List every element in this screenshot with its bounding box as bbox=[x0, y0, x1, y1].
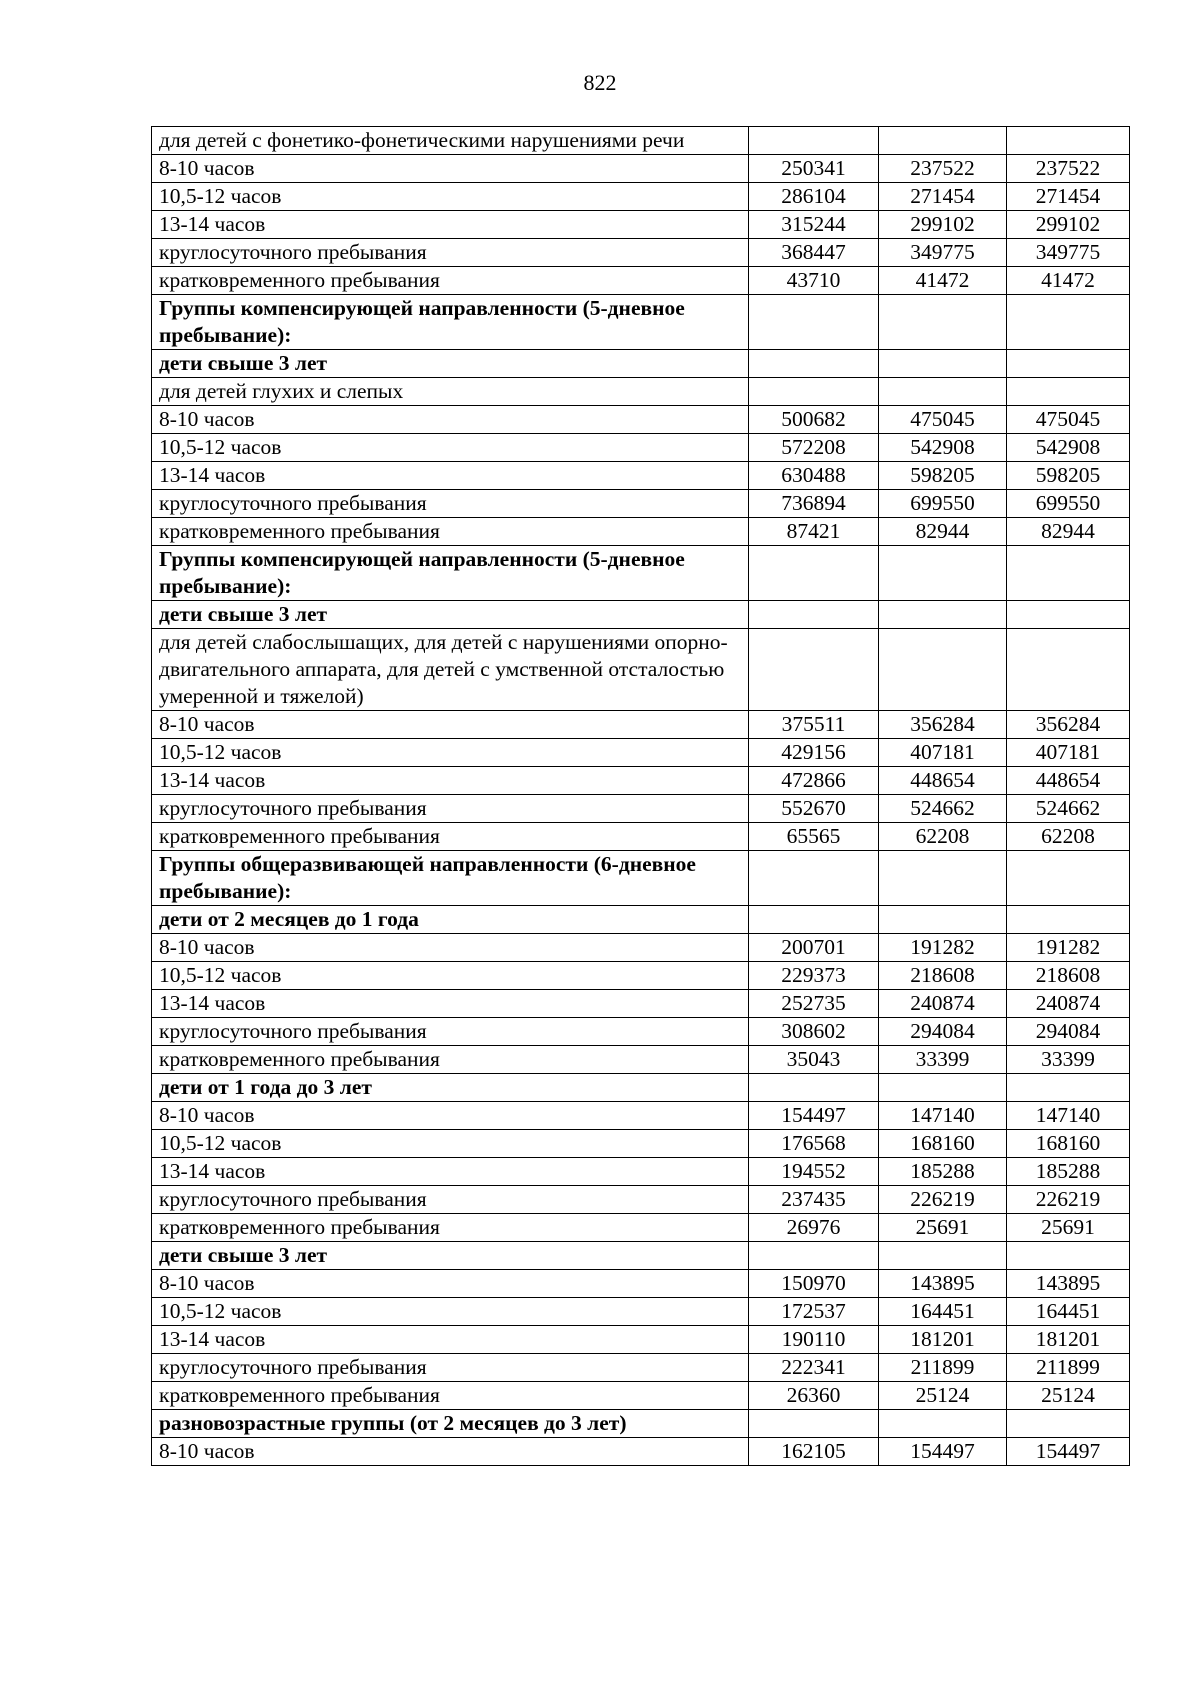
value-cell-1 bbox=[749, 629, 879, 711]
value-cell-2: 407181 bbox=[879, 739, 1007, 767]
value-cell-3: 168160 bbox=[1007, 1130, 1130, 1158]
value-cell-3: 181201 bbox=[1007, 1326, 1130, 1354]
row-label-cell: 13-14 часов bbox=[152, 211, 749, 239]
value-cell-1 bbox=[749, 127, 879, 155]
value-cell-2: 294084 bbox=[879, 1018, 1007, 1046]
value-cell-3: 475045 bbox=[1007, 406, 1130, 434]
value-cell-2 bbox=[879, 1074, 1007, 1102]
value-cell-1: 194552 bbox=[749, 1158, 879, 1186]
table-row bbox=[152, 183, 1130, 211]
section-heading-cell: дети от 2 месяцев до 1 года bbox=[152, 906, 749, 934]
value-cell-3 bbox=[1007, 546, 1130, 601]
value-cell-2: 33399 bbox=[879, 1046, 1007, 1074]
row-label-cell: кратковременного пребывания bbox=[152, 518, 749, 546]
table-row bbox=[152, 211, 1130, 239]
value-cell-1: 162105 bbox=[749, 1438, 879, 1466]
value-cell-2 bbox=[879, 1242, 1007, 1270]
value-cell-2: 542908 bbox=[879, 434, 1007, 462]
table-row bbox=[152, 934, 1130, 962]
value-cell-1: 237435 bbox=[749, 1186, 879, 1214]
value-cell-2 bbox=[879, 350, 1007, 378]
row-label-cell: для детей глухих и слепых bbox=[152, 378, 749, 406]
value-cell-2: 154497 bbox=[879, 1438, 1007, 1466]
value-cell-2 bbox=[879, 1410, 1007, 1438]
row-label-cell: круглосуточного пребывания bbox=[152, 239, 749, 267]
value-cell-2: 240874 bbox=[879, 990, 1007, 1018]
value-cell-3: 524662 bbox=[1007, 795, 1130, 823]
value-cell-2: 475045 bbox=[879, 406, 1007, 434]
value-cell-1: 736894 bbox=[749, 490, 879, 518]
row-label-cell: 13-14 часов bbox=[152, 767, 749, 795]
table-row bbox=[152, 462, 1130, 490]
value-cell-3 bbox=[1007, 378, 1130, 406]
row-label-cell: 10,5-12 часов bbox=[152, 739, 749, 767]
table-row bbox=[152, 1354, 1130, 1382]
value-cell-3: 33399 bbox=[1007, 1046, 1130, 1074]
value-cell-2: 226219 bbox=[879, 1186, 1007, 1214]
table-row bbox=[152, 739, 1130, 767]
value-cell-1 bbox=[749, 851, 879, 906]
value-cell-2: 524662 bbox=[879, 795, 1007, 823]
value-cell-1: 429156 bbox=[749, 739, 879, 767]
value-cell-3: 218608 bbox=[1007, 962, 1130, 990]
table-row bbox=[152, 823, 1130, 851]
value-cell-2: 185288 bbox=[879, 1158, 1007, 1186]
row-label-cell: кратковременного пребывания bbox=[152, 267, 749, 295]
value-cell-2 bbox=[879, 601, 1007, 629]
row-label-cell: 13-14 часов bbox=[152, 462, 749, 490]
row-label-cell: 13-14 часов bbox=[152, 990, 749, 1018]
value-cell-3 bbox=[1007, 1074, 1130, 1102]
section-heading-cell: Группы компенсирующей направленности (5-дневное пребывание): bbox=[152, 295, 749, 350]
value-cell-2: 349775 bbox=[879, 239, 1007, 267]
row-label-cell: 13-14 часов bbox=[152, 1326, 749, 1354]
value-cell-3: 448654 bbox=[1007, 767, 1130, 795]
section-heading-cell: Группы компенсирующей направленности (5-дневное пребывание): bbox=[152, 546, 749, 601]
value-cell-1 bbox=[749, 1242, 879, 1270]
row-label-cell: круглосуточного пребывания bbox=[152, 1018, 749, 1046]
value-cell-2: 164451 bbox=[879, 1298, 1007, 1326]
table-row bbox=[152, 795, 1130, 823]
value-cell-1: 26976 bbox=[749, 1214, 879, 1242]
table-row bbox=[152, 629, 1130, 711]
value-cell-3: 147140 bbox=[1007, 1102, 1130, 1130]
row-label-cell: кратковременного пребывания bbox=[152, 1382, 749, 1410]
value-cell-2: 211899 bbox=[879, 1354, 1007, 1382]
value-cell-3: 25124 bbox=[1007, 1382, 1130, 1410]
value-cell-3: 25691 bbox=[1007, 1214, 1130, 1242]
table-row bbox=[152, 1214, 1130, 1242]
table-row bbox=[152, 1298, 1130, 1326]
value-cell-1: 43710 bbox=[749, 267, 879, 295]
value-cell-1: 222341 bbox=[749, 1354, 879, 1382]
row-label-cell: для детей слабослышащих, для детей с нарушениями опорно-двигательного аппарата, для детей с умственной отсталостью умеренной и тяжелой) bbox=[152, 629, 749, 711]
value-cell-3: 154497 bbox=[1007, 1438, 1130, 1466]
section-heading-cell: дети свыше 3 лет bbox=[152, 1242, 749, 1270]
table-row bbox=[152, 1382, 1130, 1410]
table-row bbox=[152, 711, 1130, 739]
value-cell-3: 62208 bbox=[1007, 823, 1130, 851]
value-cell-3: 349775 bbox=[1007, 239, 1130, 267]
row-label-cell: 8-10 часов bbox=[152, 1270, 749, 1298]
value-cell-2: 25691 bbox=[879, 1214, 1007, 1242]
value-cell-2: 598205 bbox=[879, 462, 1007, 490]
value-cell-3: 211899 bbox=[1007, 1354, 1130, 1382]
value-cell-3 bbox=[1007, 127, 1130, 155]
row-label-cell: 8-10 часов bbox=[152, 155, 749, 183]
value-cell-1: 368447 bbox=[749, 239, 879, 267]
row-label-cell: круглосуточного пребывания bbox=[152, 1354, 749, 1382]
value-cell-2 bbox=[879, 546, 1007, 601]
table-row bbox=[152, 1438, 1130, 1466]
value-cell-1 bbox=[749, 906, 879, 934]
row-label-cell: кратковременного пребывания bbox=[152, 1214, 749, 1242]
value-cell-1: 229373 bbox=[749, 962, 879, 990]
table-row bbox=[152, 767, 1130, 795]
value-cell-1: 375511 bbox=[749, 711, 879, 739]
value-cell-3: 699550 bbox=[1007, 490, 1130, 518]
row-label-cell: кратковременного пребывания bbox=[152, 823, 749, 851]
table-row bbox=[152, 601, 1130, 629]
value-cell-2 bbox=[879, 295, 1007, 350]
value-cell-2 bbox=[879, 629, 1007, 711]
table-row bbox=[152, 851, 1130, 906]
value-cell-2: 237522 bbox=[879, 155, 1007, 183]
row-label-cell: 10,5-12 часов bbox=[152, 1298, 749, 1326]
value-cell-3: 294084 bbox=[1007, 1018, 1130, 1046]
table-row bbox=[152, 378, 1130, 406]
value-cell-1: 572208 bbox=[749, 434, 879, 462]
value-cell-1: 308602 bbox=[749, 1018, 879, 1046]
value-cell-2: 168160 bbox=[879, 1130, 1007, 1158]
table-row bbox=[152, 1158, 1130, 1186]
table-body bbox=[152, 127, 1130, 1466]
value-cell-1: 472866 bbox=[749, 767, 879, 795]
table-row bbox=[152, 518, 1130, 546]
value-cell-3 bbox=[1007, 350, 1130, 378]
value-cell-2: 82944 bbox=[879, 518, 1007, 546]
value-cell-1: 35043 bbox=[749, 1046, 879, 1074]
value-cell-1: 154497 bbox=[749, 1102, 879, 1130]
value-cell-2: 699550 bbox=[879, 490, 1007, 518]
value-cell-1: 250341 bbox=[749, 155, 879, 183]
value-cell-3: 299102 bbox=[1007, 211, 1130, 239]
value-cell-3: 240874 bbox=[1007, 990, 1130, 1018]
row-label-cell: 13-14 часов bbox=[152, 1158, 749, 1186]
value-cell-3: 185288 bbox=[1007, 1158, 1130, 1186]
value-cell-1 bbox=[749, 601, 879, 629]
value-cell-3: 598205 bbox=[1007, 462, 1130, 490]
section-heading-cell: дети свыше 3 лет bbox=[152, 601, 749, 629]
value-cell-2: 191282 bbox=[879, 934, 1007, 962]
value-cell-3: 191282 bbox=[1007, 934, 1130, 962]
row-label-cell: 10,5-12 часов bbox=[152, 434, 749, 462]
value-cell-2: 143895 bbox=[879, 1270, 1007, 1298]
value-cell-3 bbox=[1007, 295, 1130, 350]
table-row bbox=[152, 1326, 1130, 1354]
value-cell-1: 200701 bbox=[749, 934, 879, 962]
row-label-cell: 8-10 часов bbox=[152, 406, 749, 434]
value-cell-2: 299102 bbox=[879, 211, 1007, 239]
row-label-cell: для детей с фонетико-фонетическими нарушениями речи bbox=[152, 127, 749, 155]
value-cell-1: 172537 bbox=[749, 1298, 879, 1326]
page-number: 822 bbox=[583, 70, 617, 95]
table-row bbox=[152, 1046, 1130, 1074]
tariff-table bbox=[151, 126, 1130, 1466]
row-label-cell: кратковременного пребывания bbox=[152, 1046, 749, 1074]
value-cell-1 bbox=[749, 546, 879, 601]
row-label-cell: 8-10 часов bbox=[152, 1438, 749, 1466]
table-row bbox=[152, 1186, 1130, 1214]
value-cell-1: 286104 bbox=[749, 183, 879, 211]
value-cell-3: 271454 bbox=[1007, 183, 1130, 211]
value-cell-3 bbox=[1007, 629, 1130, 711]
table-row bbox=[152, 906, 1130, 934]
value-cell-3: 226219 bbox=[1007, 1186, 1130, 1214]
value-cell-1 bbox=[749, 378, 879, 406]
row-label-cell: 10,5-12 часов bbox=[152, 183, 749, 211]
value-cell-1: 315244 bbox=[749, 211, 879, 239]
section-heading-cell: разновозрастные группы (от 2 месяцев до 3 лет) bbox=[152, 1410, 749, 1438]
value-cell-3: 41472 bbox=[1007, 267, 1130, 295]
table-row bbox=[152, 962, 1130, 990]
table-row bbox=[152, 1270, 1130, 1298]
table-row bbox=[152, 546, 1130, 601]
value-cell-3 bbox=[1007, 906, 1130, 934]
section-heading-cell: Группы общеразвивающей направленности (6-дневное пребывание): bbox=[152, 851, 749, 906]
value-cell-3 bbox=[1007, 1410, 1130, 1438]
row-label-cell: круглосуточного пребывания bbox=[152, 795, 749, 823]
table-row bbox=[152, 434, 1130, 462]
table-row bbox=[152, 1102, 1130, 1130]
row-label-cell: 8-10 часов bbox=[152, 934, 749, 962]
value-cell-2: 62208 bbox=[879, 823, 1007, 851]
table-row bbox=[152, 267, 1130, 295]
value-cell-2: 25124 bbox=[879, 1382, 1007, 1410]
value-cell-2: 218608 bbox=[879, 962, 1007, 990]
table-row bbox=[152, 155, 1130, 183]
table-row bbox=[152, 1018, 1130, 1046]
value-cell-3 bbox=[1007, 601, 1130, 629]
table-row bbox=[152, 406, 1130, 434]
value-cell-1: 190110 bbox=[749, 1326, 879, 1354]
table-row bbox=[152, 239, 1130, 267]
table-row bbox=[152, 127, 1130, 155]
table-row bbox=[152, 1130, 1130, 1158]
value-cell-1 bbox=[749, 295, 879, 350]
value-cell-2 bbox=[879, 851, 1007, 906]
value-cell-2: 147140 bbox=[879, 1102, 1007, 1130]
table-row bbox=[152, 1074, 1130, 1102]
value-cell-3: 143895 bbox=[1007, 1270, 1130, 1298]
row-label-cell: 8-10 часов bbox=[152, 1102, 749, 1130]
value-cell-3 bbox=[1007, 851, 1130, 906]
row-label-cell: круглосуточного пребывания bbox=[152, 1186, 749, 1214]
value-cell-1: 87421 bbox=[749, 518, 879, 546]
row-label-cell: 10,5-12 часов bbox=[152, 1130, 749, 1158]
value-cell-2: 41472 bbox=[879, 267, 1007, 295]
value-cell-3: 356284 bbox=[1007, 711, 1130, 739]
value-cell-1: 500682 bbox=[749, 406, 879, 434]
table-row bbox=[152, 1242, 1130, 1270]
section-heading-cell: дети свыше 3 лет bbox=[152, 350, 749, 378]
value-cell-1: 150970 bbox=[749, 1270, 879, 1298]
value-cell-1 bbox=[749, 1074, 879, 1102]
value-cell-2 bbox=[879, 127, 1007, 155]
row-label-cell: 10,5-12 часов bbox=[152, 962, 749, 990]
value-cell-1: 630488 bbox=[749, 462, 879, 490]
value-cell-3 bbox=[1007, 1242, 1130, 1270]
value-cell-1: 252735 bbox=[749, 990, 879, 1018]
value-cell-2 bbox=[879, 378, 1007, 406]
value-cell-2: 181201 bbox=[879, 1326, 1007, 1354]
value-cell-1 bbox=[749, 350, 879, 378]
value-cell-1: 65565 bbox=[749, 823, 879, 851]
row-label-cell: круглосуточного пребывания bbox=[152, 490, 749, 518]
table-row bbox=[152, 490, 1130, 518]
section-heading-cell: дети от 1 года до 3 лет bbox=[152, 1074, 749, 1102]
value-cell-1: 176568 bbox=[749, 1130, 879, 1158]
table-row bbox=[152, 295, 1130, 350]
table-row bbox=[152, 350, 1130, 378]
value-cell-3: 82944 bbox=[1007, 518, 1130, 546]
value-cell-2 bbox=[879, 906, 1007, 934]
table-row bbox=[152, 990, 1130, 1018]
table-row bbox=[152, 1410, 1130, 1438]
value-cell-2: 271454 bbox=[879, 183, 1007, 211]
value-cell-1 bbox=[749, 1410, 879, 1438]
value-cell-3: 164451 bbox=[1007, 1298, 1130, 1326]
value-cell-1: 26360 bbox=[749, 1382, 879, 1410]
value-cell-2: 448654 bbox=[879, 767, 1007, 795]
value-cell-1: 552670 bbox=[749, 795, 879, 823]
value-cell-2: 356284 bbox=[879, 711, 1007, 739]
value-cell-3: 237522 bbox=[1007, 155, 1130, 183]
value-cell-3: 542908 bbox=[1007, 434, 1130, 462]
value-cell-3: 407181 bbox=[1007, 739, 1130, 767]
row-label-cell: 8-10 часов bbox=[152, 711, 749, 739]
